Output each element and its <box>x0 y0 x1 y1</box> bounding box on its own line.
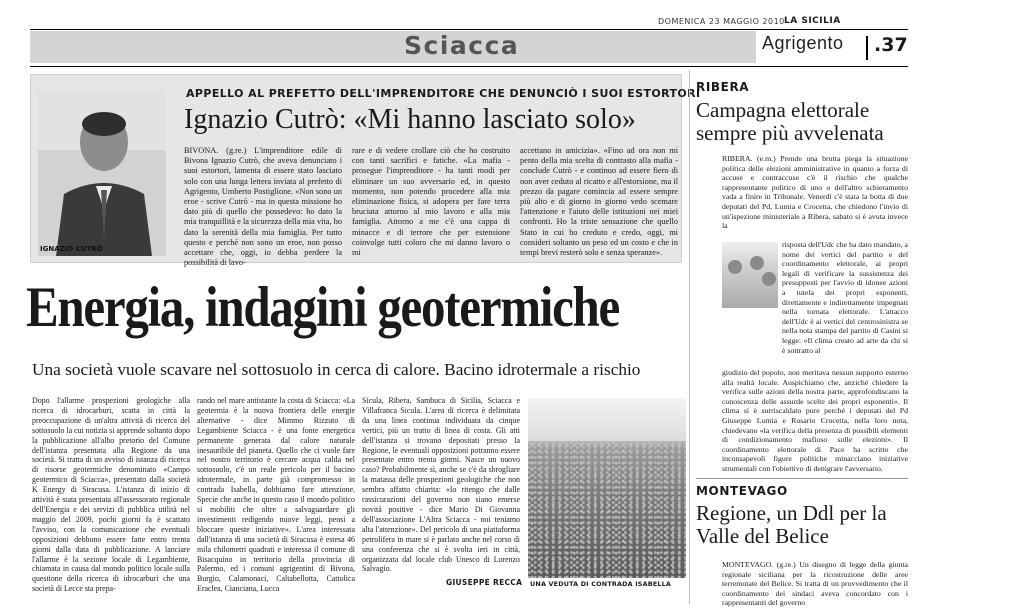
column-divider <box>689 70 690 604</box>
lead-article-column: rando nel mare antistante la costa di Sciacca: «La geotermia è la nuova frontiera delle energie alternative - dice Mimmo Rizzuto di Legambiente Sciacca - è una fonte energetica permanente generata dal calore naturale inesauribile del pianeta. Quello che ci vuole fare nel nostro territorio è cercare acqua calda nel sottosuolo, c'è un reale pericolo per il bacino idrotermale, in parte già compromesso in contrada Isabella, dobbiamo fare attenzione. Specie che anche in questo caso il mondo politico si mobiliti che oltre a salvaguardare gli investimenti redigendo nuove leggi, pensi a bloccare queste iniziative». L'area interessata dall'istanza di una società di Siracusa è estesa 46 mila chilometri quadrati e interessa il comune di Bisacquino in territorio della provincia di Palermo, ed i comuni agrigentini di Bivona, Burgio, Calamonaci, Caltabellotta, Cattolica Eraclea, Cianciana, Lucca <box>197 396 355 594</box>
top-article-column: rare e di vedere crollare ciò che ho costruito con tanti sacrifici e fatiche. «La mafia - prosegue l'imprenditore - ha tanti modi per eliminare un suo avversario ed, in questo momento, non potendo procedere alla mia eliminazione fisica, si adopera per fare terra bruciata attorno al mio lavoro e alla mia famiglia. Attorno a me c'è una cappa di minacce e di terrore che per estensione coinvolge tutti coloro che mi danno lavoro o mi <box>352 146 510 258</box>
photo-person <box>728 260 742 274</box>
sidebar-rule <box>696 478 908 479</box>
lead-byline: GIUSEPPE RECCA <box>446 578 523 587</box>
province-title: Agrigento <box>762 33 844 53</box>
photo-town <box>528 441 686 578</box>
meeting-photo <box>722 242 778 308</box>
portrait-photo <box>38 90 166 256</box>
sidebar-story2-headline: Regione, un Ddl per la Valle del Belice <box>696 501 887 548</box>
sidebar-story2-kicker: MONTEVAGO <box>696 484 788 498</box>
photo-person <box>762 272 776 286</box>
lead-headline: Energia, indagini geotermiche <box>26 276 619 339</box>
top-article-body <box>184 146 678 268</box>
lead-article-column: Sicula, Ribera, Sambuca di Sicilia, Sciacca e Villafranca Sicula. L'area di ricerca è delimitata da una linea continua individuata da cinque vertici, più un tratto di linea di costa. Gli atti dell'istanza si trovano depositati presso la Regione, le eventuali opposizioni potranno essere presentate entro trenta giorni. Nasce un nuovo caso? Probabilmente sì, anche se c'è da sbrogliare la matassa delle prospezioni geologiche che non sembra affatto chiarita: «Io ritengo che dalle rassicurazioni del governo non siano emerse novità positive - dice Mario Di Giovanna dell'associazione L'Altra Sciacca - noi teniamo alta l'attenzione». Del pericolo di una piattaforma petrolifera in mare si è parlato anche nel corso di una conferenza che si è svolta ieri in città, organizzata dal locale club Unesco di Lorenzo Salvagio. <box>362 396 520 574</box>
photo-person <box>750 256 764 270</box>
issue-date: DOMENICA 23 MAGGIO 2010 <box>658 17 785 26</box>
sidebar-story1-kicker: RIBERA <box>696 80 750 94</box>
portrait-figure <box>38 90 166 256</box>
top-article-kicker: APPELLO AL PREFETTO DELL'IMPRENDITORE CHE DENUNCIÒ I SUOI ESTORTORI <box>186 87 701 100</box>
header-rule-bottom <box>30 66 908 67</box>
page-number-separator <box>866 36 868 60</box>
section-banner <box>30 31 756 63</box>
top-article-column: BIVONA. (g.re.) L'imprenditore edile di Bivona Ignazio Cutrò, che aveva denunciato i suoi estortori, lamenta di essere stato lasciato solo con una lunga lettera inviata al prefetto di Agrigento, Umberto Postiglione. «Non sono un eroe - scrive Cutrò - ma in questa missione ho dato più di quello che possedevo: ho dato la mia tranquillità e la sicurezza della mia vita, ho dato la serenità della mia famiglia. Per tutto questo e perché non sono un eroe, non posso accettare che, oggi, io debba perdere la possibilità di lavo- <box>184 146 342 268</box>
lead-article-column: Dopo l'allarme prospezioni geologiche alla ricerca di idrocarburi, scatta in città la preoccupazione di un'altra attività di ricerca del sottosuolo la cui notizia si apprende soltanto dopo la pubblicazione all'albo pretorio del Comune dell'istanza presentata alla Regione da una società. Si tratta di un avviso di istanza di ricerca di risorse geotermiche denominato «Campo geotermico di Sciacca», presentato dalla società K Energy di Siracusa. L'istanza di inizio di attività è stata presentata all'assessorato regionale dell'Energia e dei servizi di pubblica utilità nel maggio del 2009, pochi giorni fa è scattato l'avviso, con la comunicazione che eventuali opposizioni debbono essere fatte entro trenta giorni dalla data di pubblicazione. A lanciare l'allarme è la sezione locale di Legambiente, chiamata in causa dal mondo politico locale sulla questione della ricerca di idrocarburi che una società di Lecce sta prepa- <box>32 396 191 594</box>
header-rule-top <box>30 29 908 30</box>
sidebar-story1-text: RIBERA. (e.m.) Prende una brutta piega la situazione politica delle elezioni amministrative in quanto a forza di accuse e contraccuse c'è il rischio che qualche rappresentante politico di uno o dell'altro schieramento vada a finire in Tribunale. Venerdì c'è stata la botta di due deputati del Pd, Lumia e Crocetta, che chiedono l'invio di un'ispezione ministeriale a Ribera, sabato si è avuta invece la <box>722 154 908 231</box>
page-number: .37 <box>874 34 908 56</box>
top-article-column: accettano in amicizia». «Fino ad ora non mi pento della mia scelta di contrasto alla mafia - conclude Cutrò - e continuo ad essere fiero di non aver ceduto al ricatto e all'estorsione, ma il prezzo da pagare comincia ad essere sempre più alto e di giorno in giorno vedo scemare l'attenzione e l'aiuto delle istituzioni nei miei confronti. Ho la triste sensazione che quello Stato in cui ho creduto e credo, oggi, mi consideri soltanto un peso ed un costo e che in tempi brevi resterò solo e senza speranze». <box>520 146 678 258</box>
portrait-caption: IGNAZIO CUTRÒ <box>40 245 103 253</box>
sidebar-story1-headline: Campagna elettorale sempre più avvelenata <box>696 98 884 145</box>
sidebar-story1-text: risposta dell'Udc che ha dato mandato, a nome dei vertici del partito e del coordinamento elettorale, ai propri legali di verificare la sussistenza dei presupposti per l'avvio di idonee azioni a tutela dei propri esponenti, direttamente e indirettamente impegnati nella tornata elettorale. L'attacco dell'Udc è ai vertici del centrosinistra se nella nota stampa del partito di Casini si legge: «Il clima creato ad arte da chi si è sottratto al <box>782 240 908 355</box>
section-title: Sciacca <box>404 31 520 60</box>
lead-article-body <box>32 396 523 596</box>
sidebar-story1-text: giudizio del popolo, non meritava nessun supporto esterno alla realtà locale. Auspichiamo che, anziché chiedere la verifica sulle azioni della nostra parte, approfondiscano la conoscenza delle assurde scelte dei propri esponenti». Il clima si è surriscaldato pure perché i deputati del Pd Giuseppe Lumia e Rosario Crocetta, nella loro nota, chiedevano «la verifica della presenza di possibili elementi di condizionamento mafioso sulle elezioni». Il coordinamento elettorale di Pace ha scritto che inconsapevoli figure politiche minacciano iniziative strumentali con l'obiettivo di denigrare l'avversario. <box>722 368 908 473</box>
photo-sea <box>528 398 686 441</box>
top-article-headline: Ignazio Cutrò: «Mi hanno lasciato solo» <box>184 104 636 135</box>
lead-subheadline: Una società vuole scavare nel sottosuolo in cerca di calore. Bacino idrotermale a rischio <box>32 360 641 379</box>
landscape-photo <box>528 398 686 578</box>
newspaper-name: LA SICILIA <box>784 16 841 26</box>
sidebar-story2-text: MONTEVAGO. (g.re.) Un disegno di legge della giunta regionale siciliana per la ricostruzione delle aree terremotate del Belice. Si tratta di un provvedimento che il coordinamento dei sindaci aveva concordato con i rappresentanti del governo <box>722 560 908 608</box>
landscape-caption: UNA VEDUTA DI CONTRADA ISABELLA <box>530 580 672 588</box>
